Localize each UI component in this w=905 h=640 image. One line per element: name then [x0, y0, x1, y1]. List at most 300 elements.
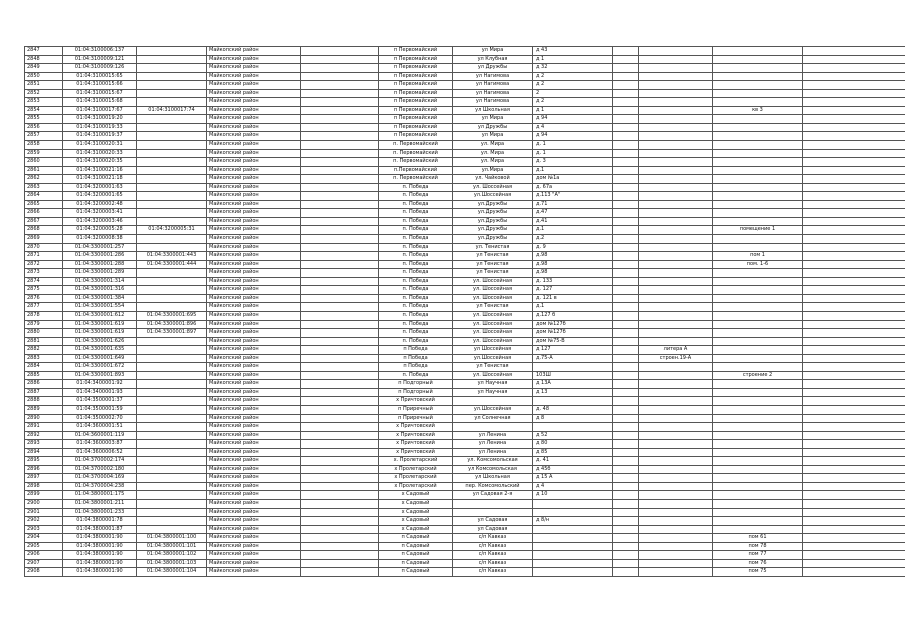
room-cell — [713, 277, 803, 286]
room-cell — [713, 346, 803, 355]
district-cell: Майкопский район — [207, 72, 301, 81]
room-cell — [713, 414, 803, 423]
municipality-cell — [301, 158, 379, 167]
cadastral-number-cell: 01:04:3100015:68 — [63, 98, 137, 107]
district-cell: Майкопский район — [207, 380, 301, 389]
table-row — [25, 277, 905, 286]
row-number-cell: 2871 — [25, 252, 63, 261]
street-cell: ул. Шоссейная — [453, 286, 533, 295]
cadastral-number-cell: 01:04:3500001:59 — [63, 405, 137, 414]
house-cell: д.1 — [533, 226, 613, 235]
room-cell — [713, 217, 803, 226]
note-cell — [803, 380, 905, 389]
sub-cadastral-number-cell — [137, 346, 207, 355]
extra-cell — [613, 252, 639, 261]
cadastral-number-cell: 01:04:3100015:67 — [63, 89, 137, 98]
cadastral-number-cell: 01:04:3700004:238 — [63, 482, 137, 491]
house-cell: дом №127б — [533, 320, 613, 329]
extra-cell — [613, 217, 639, 226]
table-row — [25, 499, 905, 508]
table-row — [25, 132, 905, 141]
table-row — [25, 380, 905, 389]
district-cell: Майкопский район — [207, 123, 301, 132]
municipality-cell — [301, 98, 379, 107]
house-cell: д 45б — [533, 465, 613, 474]
room-cell — [713, 89, 803, 98]
settlement-cell: п Подгорный — [379, 380, 453, 389]
house-cell — [533, 508, 613, 517]
table-row — [25, 235, 905, 244]
sub-cadastral-number-cell — [137, 47, 207, 56]
sub-cadastral-number-cell — [137, 89, 207, 98]
row-number-cell: 2893 — [25, 440, 63, 449]
settlement-cell: п Садовый — [379, 551, 453, 560]
extra-cell — [613, 542, 639, 551]
building-cell — [639, 311, 713, 320]
municipality-cell — [301, 294, 379, 303]
table-row — [25, 491, 905, 500]
extra-cell — [613, 525, 639, 534]
district-cell: Майкопский район — [207, 329, 301, 338]
settlement-cell: п. Победа — [379, 192, 453, 201]
room-cell — [713, 141, 803, 150]
house-cell: д 94 — [533, 115, 613, 124]
note-cell — [803, 568, 905, 577]
municipality-cell — [301, 482, 379, 491]
settlement-cell: п. Победа — [379, 183, 453, 192]
cadastral-number-cell: 01:04:3600001:119 — [63, 431, 137, 440]
house-cell: д 10 — [533, 491, 613, 500]
row-number-cell: 2886 — [25, 380, 63, 389]
street-cell: ул Ленина — [453, 440, 533, 449]
building-cell — [639, 55, 713, 64]
cadastral-number-cell: 01:04:3700004:169 — [63, 474, 137, 483]
settlement-cell: х Пролетарский — [379, 482, 453, 491]
settlement-cell: п.Первомайский — [379, 166, 453, 175]
row-number-cell: 2908 — [25, 568, 63, 577]
municipality-cell — [301, 405, 379, 414]
district-cell: Майкопский район — [207, 47, 301, 56]
sub-cadastral-number-cell — [137, 525, 207, 534]
house-cell: д. 121 в — [533, 294, 613, 303]
house-cell: д 15 А — [533, 474, 613, 483]
row-number-cell: 2856 — [25, 123, 63, 132]
municipality-cell — [301, 166, 379, 175]
room-cell — [713, 175, 803, 184]
row-number-cell: 2874 — [25, 277, 63, 286]
cadastral-number-cell: 01:04:3300001:257 — [63, 243, 137, 252]
street-cell: ул Садовая — [453, 517, 533, 526]
settlement-cell: п Приречный — [379, 405, 453, 414]
municipality-cell — [301, 226, 379, 235]
building-cell — [639, 132, 713, 141]
extra-cell — [613, 277, 639, 286]
district-cell: Майкопский район — [207, 277, 301, 286]
extra-cell — [613, 491, 639, 500]
extra-cell — [613, 551, 639, 560]
house-cell: д 1 — [533, 55, 613, 64]
district-cell: Майкопский район — [207, 243, 301, 252]
house-cell: дом №75-В — [533, 337, 613, 346]
cadastral-number-cell: 01:04:3700002:174 — [63, 457, 137, 466]
district-cell: Майкопский район — [207, 311, 301, 320]
row-number-cell: 2867 — [25, 217, 63, 226]
building-cell: литера А — [639, 346, 713, 355]
extra-cell — [613, 55, 639, 64]
note-cell — [803, 440, 905, 449]
building-cell — [639, 320, 713, 329]
municipality-cell — [301, 414, 379, 423]
cadastral-number-cell: 01:04:3200001:65 — [63, 192, 137, 201]
settlement-cell: п. Победа — [379, 294, 453, 303]
extra-cell — [613, 482, 639, 491]
municipality-cell — [301, 431, 379, 440]
note-cell — [803, 175, 905, 184]
cadastral-number-cell: 01:04:3300001:286 — [63, 252, 137, 261]
table-row — [25, 329, 905, 338]
house-cell: д.98 — [533, 269, 613, 278]
row-number-cell: 2882 — [25, 346, 63, 355]
sub-cadastral-number-cell: 01:04:3300001:897 — [137, 329, 207, 338]
table-row — [25, 106, 905, 115]
municipality-cell — [301, 141, 379, 150]
note-cell — [803, 286, 905, 295]
room-cell — [713, 508, 803, 517]
extra-cell — [613, 397, 639, 406]
row-number-cell: 2881 — [25, 337, 63, 346]
row-number-cell: 2877 — [25, 303, 63, 312]
settlement-cell: х Садовый — [379, 525, 453, 534]
row-number-cell: 2897 — [25, 474, 63, 483]
room-cell — [713, 294, 803, 303]
street-cell: ул. Шоссейная — [453, 183, 533, 192]
building-cell — [639, 363, 713, 372]
room-cell — [713, 499, 803, 508]
room-cell: помещение 1 — [713, 226, 803, 235]
table-row — [25, 183, 905, 192]
municipality-cell — [301, 81, 379, 90]
house-cell: д.113 "А" — [533, 192, 613, 201]
municipality-cell — [301, 55, 379, 64]
room-cell — [713, 286, 803, 295]
note-cell — [803, 474, 905, 483]
street-cell: ул Солнечная — [453, 414, 533, 423]
house-cell: д.127 б — [533, 311, 613, 320]
cadastral-number-cell: 01:04:3300001:612 — [63, 311, 137, 320]
sub-cadastral-number-cell: 01:04:3300001:443 — [137, 252, 207, 261]
note-cell — [803, 559, 905, 568]
building-cell — [639, 209, 713, 218]
house-cell: д 8 — [533, 414, 613, 423]
extra-cell — [613, 115, 639, 124]
note-cell — [803, 209, 905, 218]
house-cell: дом №127б — [533, 329, 613, 338]
settlement-cell: п Первомайский — [379, 72, 453, 81]
street-cell: ул. Шоссейная — [453, 320, 533, 329]
room-cell — [713, 457, 803, 466]
district-cell: Майкопский район — [207, 217, 301, 226]
settlement-cell: х Садовый — [379, 517, 453, 526]
extra-cell — [613, 448, 639, 457]
note-cell — [803, 482, 905, 491]
sub-cadastral-number-cell — [137, 235, 207, 244]
district-cell: Майкопский район — [207, 397, 301, 406]
sub-cadastral-number-cell — [137, 192, 207, 201]
extra-cell — [613, 294, 639, 303]
extra-cell — [613, 141, 639, 150]
municipality-cell — [301, 311, 379, 320]
table-row — [25, 311, 905, 320]
extra-cell — [613, 371, 639, 380]
sub-cadastral-number-cell — [137, 457, 207, 466]
room-cell — [713, 149, 803, 158]
room-cell — [713, 166, 803, 175]
cadastral-number-cell: 01:04:3300001:554 — [63, 303, 137, 312]
street-cell: ул Мира — [453, 132, 533, 141]
row-number-cell: 2892 — [25, 431, 63, 440]
table-row — [25, 166, 905, 175]
settlement-cell: п. Победа — [379, 217, 453, 226]
district-cell: Майкопский район — [207, 337, 301, 346]
cadastral-number-cell: 01:04:3800001:211 — [63, 499, 137, 508]
room-cell: пом. 1-6 — [713, 260, 803, 269]
room-cell — [713, 320, 803, 329]
row-number-cell: 2859 — [25, 149, 63, 158]
cadastral-number-cell: 01:04:3200001:63 — [63, 183, 137, 192]
house-cell: д 127 — [533, 346, 613, 355]
row-number-cell: 2896 — [25, 465, 63, 474]
municipality-cell — [301, 423, 379, 432]
municipality-cell — [301, 525, 379, 534]
street-cell: ул Мира — [453, 115, 533, 124]
district-cell: Майкопский район — [207, 81, 301, 90]
settlement-cell: п. Победа — [379, 337, 453, 346]
row-number-cell: 2890 — [25, 414, 63, 423]
street-cell: ул Нагимова — [453, 89, 533, 98]
sub-cadastral-number-cell — [137, 286, 207, 295]
district-cell: Майкопский район — [207, 166, 301, 175]
street-cell: ул.Шоссейная — [453, 192, 533, 201]
note-cell — [803, 551, 905, 560]
settlement-cell: х Садовый — [379, 508, 453, 517]
note-cell — [803, 123, 905, 132]
extra-cell — [613, 346, 639, 355]
sub-cadastral-number-cell — [137, 55, 207, 64]
cadastral-number-cell: 01:04:3500001:37 — [63, 397, 137, 406]
district-cell: Майкопский район — [207, 115, 301, 124]
street-cell: с/п Кавказ — [453, 534, 533, 543]
house-cell — [533, 499, 613, 508]
house-cell: д.2 — [533, 235, 613, 244]
extra-cell — [613, 209, 639, 218]
settlement-cell: п Первомайский — [379, 64, 453, 73]
note-cell — [803, 517, 905, 526]
settlement-cell: п Садовый — [379, 542, 453, 551]
settlement-cell: п. Первомайский — [379, 149, 453, 158]
municipality-cell — [301, 72, 379, 81]
cadastral-number-cell: 01:04:3100015:66 — [63, 81, 137, 90]
sub-cadastral-number-cell — [137, 354, 207, 363]
street-cell: ул Школьная — [453, 106, 533, 115]
table-row — [25, 141, 905, 150]
room-cell — [713, 235, 803, 244]
extra-cell — [613, 81, 639, 90]
cadastral-number-cell: 01:04:3100021:16 — [63, 166, 137, 175]
note-cell — [803, 371, 905, 380]
table-row — [25, 243, 905, 252]
building-cell — [639, 303, 713, 312]
note-cell — [803, 269, 905, 278]
settlement-cell: п. Победа — [379, 277, 453, 286]
cadastral-number-cell: 01:04:3300001:384 — [63, 294, 137, 303]
extra-cell — [613, 89, 639, 98]
room-cell — [713, 388, 803, 397]
cadastral-number-cell: 01:04:3100017:67 — [63, 106, 137, 115]
spreadsheet-page — [24, 46, 869, 577]
table-row — [25, 217, 905, 226]
room-cell — [713, 337, 803, 346]
sub-cadastral-number-cell — [137, 517, 207, 526]
municipality-cell — [301, 465, 379, 474]
district-cell: Майкопский район — [207, 303, 301, 312]
row-number-cell: 2889 — [25, 405, 63, 414]
row-number-cell: 2903 — [25, 525, 63, 534]
district-cell: Майкопский район — [207, 542, 301, 551]
district-cell: Майкопский район — [207, 414, 301, 423]
settlement-cell: п Первомайский — [379, 106, 453, 115]
sub-cadastral-number-cell — [137, 405, 207, 414]
street-cell: ул Научная — [453, 380, 533, 389]
house-cell: д.47 — [533, 209, 613, 218]
building-cell — [639, 141, 713, 150]
note-cell — [803, 226, 905, 235]
municipality-cell — [301, 260, 379, 269]
municipality-cell — [301, 346, 379, 355]
municipality-cell — [301, 448, 379, 457]
row-number-cell: 2849 — [25, 64, 63, 73]
note-cell — [803, 158, 905, 167]
row-number-cell: 2902 — [25, 517, 63, 526]
district-cell: Майкопский район — [207, 346, 301, 355]
municipality-cell — [301, 200, 379, 209]
district-cell: Майкопский район — [207, 55, 301, 64]
municipality-cell — [301, 508, 379, 517]
house-cell: д.1 — [533, 166, 613, 175]
table-row — [25, 98, 905, 107]
sub-cadastral-number-cell — [137, 81, 207, 90]
settlement-cell: х Пролетарский — [379, 465, 453, 474]
extra-cell — [613, 465, 639, 474]
note-cell — [803, 491, 905, 500]
row-number-cell: 2864 — [25, 192, 63, 201]
cadastral-number-cell: 01:04:3400001:92 — [63, 380, 137, 389]
sub-cadastral-number-cell: 01:04:3300001:695 — [137, 311, 207, 320]
building-cell — [639, 89, 713, 98]
note-cell — [803, 329, 905, 338]
room-cell — [713, 192, 803, 201]
extra-cell — [613, 499, 639, 508]
room-cell — [713, 269, 803, 278]
settlement-cell: х Причтовский — [379, 448, 453, 457]
table-row — [25, 115, 905, 124]
note-cell — [803, 89, 905, 98]
district-cell: Майкопский район — [207, 491, 301, 500]
table-row — [25, 423, 905, 432]
table-row — [25, 517, 905, 526]
municipality-cell — [301, 337, 379, 346]
cadastral-number-cell: 01:04:3200008:38 — [63, 235, 137, 244]
district-cell: Майкопский район — [207, 64, 301, 73]
district-cell: Майкопский район — [207, 252, 301, 261]
extra-cell — [613, 149, 639, 158]
cadastral-number-cell: 01:04:3400001:93 — [63, 388, 137, 397]
street-cell: ул Садовая 2-я — [453, 491, 533, 500]
building-cell — [639, 158, 713, 167]
settlement-cell: п Победа — [379, 363, 453, 372]
note-cell — [803, 183, 905, 192]
cadastral-number-cell: 01:04:3100019:37 — [63, 132, 137, 141]
house-cell: д 2 — [533, 98, 613, 107]
street-cell: ул Ленина — [453, 448, 533, 457]
cadastral-number-cell: 01:04:3100020:31 — [63, 141, 137, 150]
cadastral-number-cell: 01:04:3300001:635 — [63, 346, 137, 355]
room-cell — [713, 64, 803, 73]
district-cell: Майкопский район — [207, 183, 301, 192]
settlement-cell: п Садовый — [379, 559, 453, 568]
row-number-cell: 2875 — [25, 286, 63, 295]
house-cell: д. 127 — [533, 286, 613, 295]
table-row — [25, 158, 905, 167]
municipality-cell — [301, 440, 379, 449]
district-cell: Майкопский район — [207, 371, 301, 380]
sub-cadastral-number-cell — [137, 448, 207, 457]
district-cell: Майкопский район — [207, 423, 301, 432]
municipality-cell — [301, 354, 379, 363]
room-cell — [713, 354, 803, 363]
district-cell: Майкопский район — [207, 465, 301, 474]
building-cell — [639, 508, 713, 517]
district-cell: Майкопский район — [207, 499, 301, 508]
building-cell — [639, 465, 713, 474]
row-number-cell: 2853 — [25, 98, 63, 107]
municipality-cell — [301, 371, 379, 380]
row-number-cell: 2885 — [25, 371, 63, 380]
house-cell: д 94 — [533, 132, 613, 141]
table-row — [25, 346, 905, 355]
building-cell — [639, 457, 713, 466]
table-row — [25, 192, 905, 201]
cadastral-number-cell: 01:04:3300001:672 — [63, 363, 137, 372]
municipality-cell — [301, 517, 379, 526]
house-cell: д 43 — [533, 47, 613, 56]
district-cell: Майкопский район — [207, 226, 301, 235]
sub-cadastral-number-cell — [137, 491, 207, 500]
settlement-cell: п. Победа — [379, 269, 453, 278]
building-cell — [639, 551, 713, 560]
room-cell — [713, 491, 803, 500]
cadastral-number-cell: 01:04:3100006:137 — [63, 47, 137, 56]
municipality-cell — [301, 499, 379, 508]
row-number-cell: 2858 — [25, 141, 63, 150]
extra-cell — [613, 423, 639, 432]
note-cell — [803, 337, 905, 346]
extra-cell — [613, 354, 639, 363]
sub-cadastral-number-cell — [137, 217, 207, 226]
settlement-cell: х Садовый — [379, 499, 453, 508]
row-number-cell: 2870 — [25, 243, 63, 252]
municipality-cell — [301, 209, 379, 218]
row-number-cell: 2866 — [25, 209, 63, 218]
